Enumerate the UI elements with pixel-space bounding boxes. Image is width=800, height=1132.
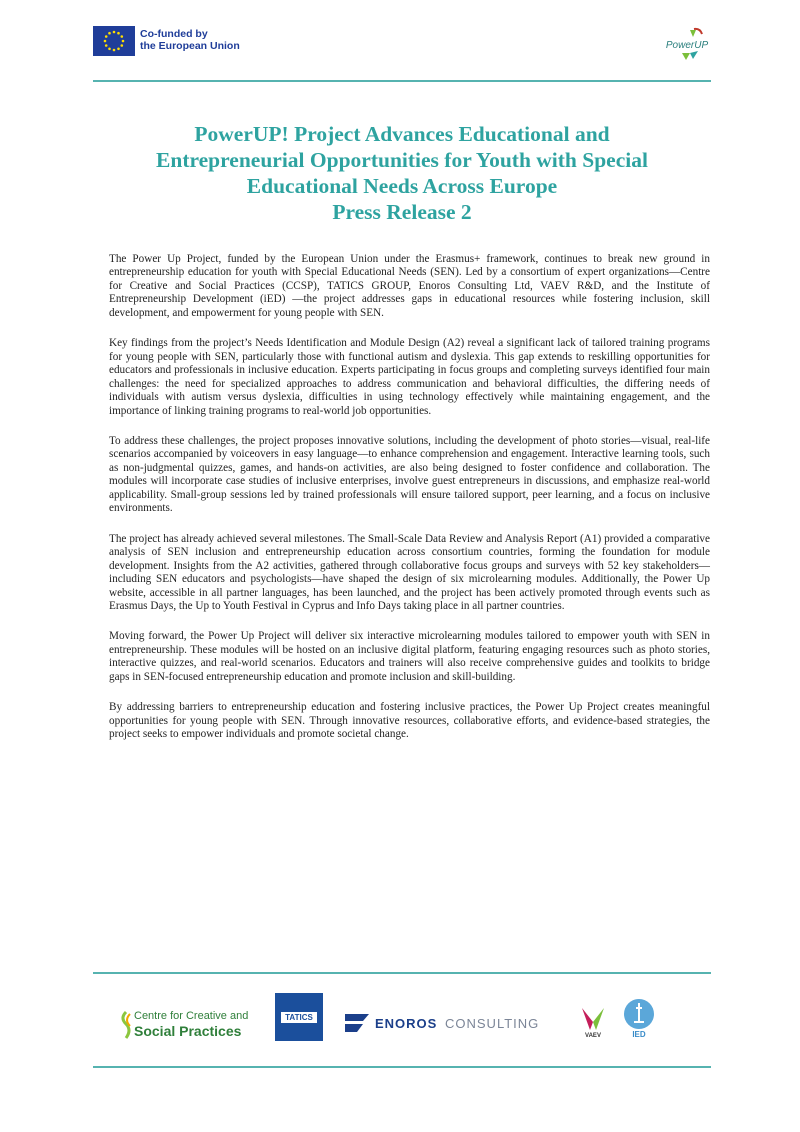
- ied-label: IED: [632, 1030, 646, 1039]
- title-line1: PowerUP! Project Advances Educational and: [194, 122, 610, 146]
- paragraph-solutions: To address these challenges, the project proposes innovative solutions, including the development of photo stories—visual, real-life scenarios accompanied by voiceovers in easy language—to enhance comprehension and engagement. Interactive learning tools, such as non-judgmental quizzes, games, and hands-on activities, are also being designed to foster confidence and collaboration. The modules will incorporate case studies of inclusive enterprises, involve guest entrepreneurs in discussions, and emphasize real-world applicability. Small-group sessions led by trained professionals will ensure tailored support, peer learning, and a focus on inclusive environments.: [109, 434, 710, 515]
- ied-logo: [622, 998, 656, 1042]
- ccsp-line2: Social Practices: [134, 1023, 242, 1039]
- paragraph-forward: Moving forward, the Power Up Project will deliver six interactive microlearning modules tailored to empower youth with SEN in entrepreneurship. These modules will be hosted on an inclusive digital platform, featuring engaging resources such as photo stories, interactive quizzes, and real-world scenarios. Educators and trainers will also receive comprehensive guides and toolkits to bridge gaps in SEN-focused entrepreneurship education and promote inclusion and skill-building.: [109, 630, 710, 683]
- enoros-bold-text: ENOROS: [375, 1016, 438, 1031]
- eu-line2: the European Union: [140, 40, 240, 52]
- page-title: [93, 121, 711, 225]
- footer-divider-top: [93, 972, 711, 974]
- powerup-logo: [660, 26, 715, 64]
- title-line3: Educational Needs Across Europe: [246, 174, 558, 198]
- enoros-logo: [343, 1010, 548, 1036]
- tatics-logo: [275, 993, 323, 1041]
- title-line2: Entrepreneurial Opportunities for Youth with Special: [156, 148, 648, 172]
- eu-flag-logo: [93, 26, 135, 56]
- paragraph-findings: Key findings from the project’s Needs Identification and Module Design (A2) reveal a significant lack of tailored training programs for young people with SEN, particularly those with functional autism and dyslexia. This gap extends to reskilling opportunities for educators and professionals in inclusive education. Experts participating in focus groups and completing surveys identified four main challenges: the need for specialized approaches to address communication and behavioral difficulties, the differing needs of individuals with autism versus dyslexia, difficulties in using technology effectively while maintaining engagement, and the importance of linking training programs to real-world job opportunities.: [109, 337, 710, 417]
- ccsp-logo: [118, 1008, 258, 1044]
- eu-cofunded-text: [140, 28, 240, 52]
- eu-line1: Co-funded by: [140, 28, 208, 40]
- title-line4: Press Release 2: [332, 200, 472, 224]
- footer-divider-bottom: [93, 1066, 711, 1068]
- vaev-label: VAEV: [585, 1033, 601, 1039]
- paragraph-conclusion: By addressing barriers to entrepreneurship education and fostering inclusive practices, the Power Up Project creates meaningful opportunities for young people with SEN. Through innovative resources, collaborative efforts, and evidence-based strategies, the project seeks to empower individuals and promote societal change.: [109, 701, 710, 741]
- partner-logos: [0, 990, 800, 1050]
- vaev-logo: [578, 1004, 608, 1044]
- tatics-label: TATICS: [281, 1012, 317, 1023]
- enoros-light-text: CONSULTING: [445, 1016, 540, 1031]
- header-divider: [93, 80, 711, 82]
- paragraph-intro: The Power Up Project, funded by the European Union under the Erasmus+ framework, continues to break new ground in entrepreneurship education for youth with Special Educational Needs (SEN). Led by a consortium of expert organizations—Centre for Creative and Social Practices (CCSP), TATICS GROUP, Enoros Consulting Ltd, VAEV R&D, and the Institute of Entrepreneurship Development (iED) —the project addresses gaps in educational resources while fostering inclusion, skill development, and empowerment for young people with SEN.: [109, 253, 710, 319]
- paragraph-milestones: The project has already achieved several milestones. The Small-Scale Data Review and Analysis Report (A1) provided a comparative analysis of SEN inclusion and entrepreneurship education across consortium countries, forming the foundation for module development. Insights from the A2 activities, gathered through collaborative focus groups and surveys with 52 key stakeholders—including SEN educators and psychologists—have shaped the design of six microlearning modules. Additionally, the Power Up website, accessible in all partner languages, has been launched, and the project has been actively promoted through events such as Erasmus Days, the Up to Youth Festival in Cyprus and Info Days taking place in all partner countries.: [109, 532, 710, 612]
- page-header: [0, 0, 800, 80]
- ccsp-line1: Centre for Creative and: [134, 1010, 249, 1022]
- article-body: [109, 253, 710, 759]
- powerup-logo-text: PowerUP: [665, 40, 709, 51]
